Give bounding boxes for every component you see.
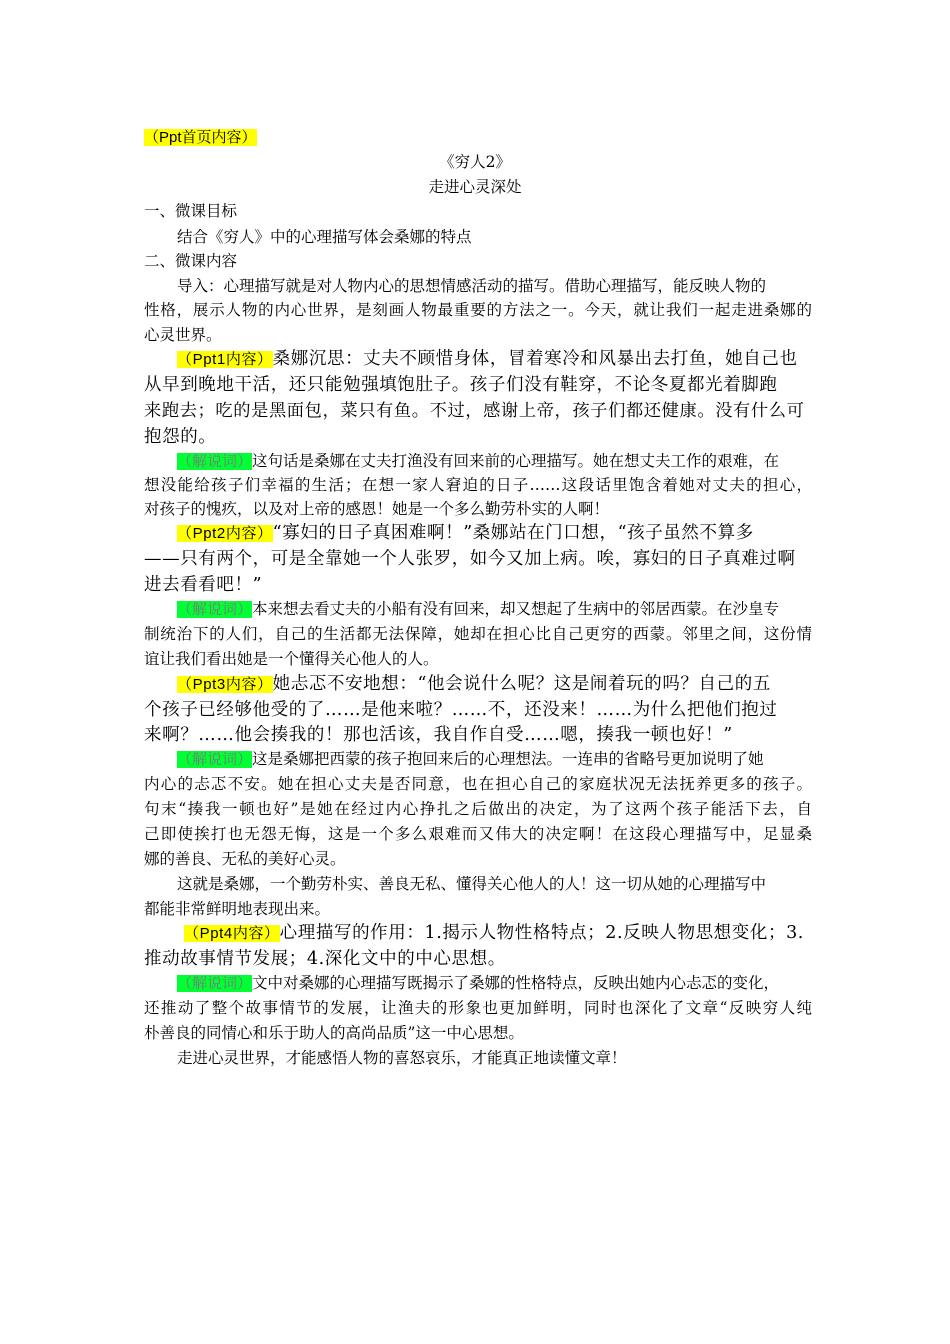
ppt1-tag: （Ppt1内容） [177,351,273,368]
summary-line: 这就是桑娜，一个勤劳朴实、善良无私、懂得关心他人的人！这一切从她的心理描写中 [177,875,767,893]
document-subtitle: 走进心灵深处 [428,178,522,196]
explain3-line: 己即使挨打也无怨无悔，这是一个多么艰难而又伟大的决定啊！在这段心理描写中，足显桑 [144,825,812,843]
ppt-home-tag: （Ppt首页内容） [144,129,257,146]
ppt4-tag: （Ppt4内容） [184,925,280,942]
explain4-tag: （解说词） [177,975,253,992]
ppt3-line: 来啊？……他会揍我的！那也活该，我自作自受……嗯，揍我一顿也好！” [144,725,733,745]
explain1-line: 对孩子的愧疚，以及对上帝的感恩！她是一个多么勤劳朴实的人啊！ [144,500,610,518]
ppt4-text: 心理描写的作用：1.揭示人物性格特点；2.反映人物思想变化；3. [279,923,804,943]
explain2-line [177,598,812,621]
explain1-line: 想没能给孩子们幸福的生活；在想一家人窘迫的日子……这段话里饱含着她对丈夫的担心， [144,476,812,494]
section1-text: 结合《穷人》中的心理描写体会桑娜的特点 [177,228,472,246]
closing-line: 走进心灵世界，才能感悟人物的喜怒哀乐，才能真正地读懂文章！ [177,1049,627,1067]
intro-line: 性格，展示人物的内心世界，是刻画人物最重要的方法之一。今天，就让我们一起走进桑娜的 [144,301,812,319]
intro-line: 心灵世界。 [144,326,222,344]
ppt3-tag: （Ppt3内容） [177,676,273,693]
explain4-line [177,972,812,995]
explain3-line: 娜的善良、无私的美好心灵。 [144,850,346,868]
ppt3-line [177,671,812,698]
ppt-home-tag-line [144,126,812,149]
intro-line: 导入：心理描写就是对人物内心的思想情感活动的描写。借助心理描写，能反映人物的 [177,277,767,295]
ppt2-line [177,520,812,547]
ppt3-line: 个孩子已经够他受的了……是他来啦？……不，还没来！……为什么把他们抱过 [144,700,778,720]
ppt1-line: 来跑去；吃的是黑面包，菜只有鱼。不过，感谢上帝，孩子们都还健康。没有什么可 [144,401,805,421]
explain3-text: 这是桑娜把西蒙的孩子抱回来后的心理想法。一连串的省略号更加说明了她 [252,750,764,768]
ppt2-line: ——只有两个，可是全靠她一个人张罗，如今又加上病。唉，寡妇的日子真难过啊 [144,549,796,569]
explain1-line [177,450,812,473]
ppt2-tag: （Ppt2内容） [177,525,273,542]
summary-line: 都能非常鲜明地表现出来。 [144,900,331,918]
section2-heading: 二、微课内容 [144,252,238,270]
ppt3-text: 她忐忑不安地想：“他会说什么呢？这是闹着玩的吗？自己的五 [272,674,771,694]
ppt1-line [177,346,812,373]
explain3-tag: （解说词） [177,751,253,768]
section1-heading: 一、微课目标 [144,202,238,220]
explain2-tag: （解说词） [177,601,253,618]
ppt1-line: 从早到晚地干活，还只能勉强填饱肚子。孩子们没有鞋穿，不论冬夏都光着脚跑 [144,375,778,395]
ppt2-line: 进去看看吧！” [144,575,263,595]
explain2-line: 谊让我们看出她是一个懂得关心他人的人。 [144,650,439,668]
explain1-text: 这句话是桑娜在丈夫打渔没有回来前的心理描写。她在想丈夫工作的艰难，在 [252,452,780,470]
explain3-line: 句末“揍我一顿也好”是她在经过内心挣扎之后做出的决定，为了这两个孩子能活下去，自 [144,800,812,818]
explain4-text: 文中对桑娜的心理描写既揭示了桑娜的性格特点，反映出她内心忐忑的变化， [252,974,780,992]
ppt4-line [184,920,812,947]
explain3-line: 内心的忐忑不安。她在担心丈夫是否同意，也在担心自己的家庭状况无法抚养更多的孩子。 [144,775,812,793]
explain4-line: 还推动了整个故事情节的发展，让渔夫的形象也更加鲜明，同时也深化了文章“反映穷人纯 [144,999,812,1017]
document-title: 《穷人2》 [439,153,511,171]
explain2-text: 本来想去看丈夫的小船有没有回来，却又想起了生病中的邻居西蒙。在沙皇专 [252,600,780,618]
explain1-tag: （解说词） [177,453,253,470]
explain2-line: 制统治下的人们，自己的生活都无法保障，她却在担心比自己更穷的西蒙。邻里之间，这份情 [144,625,812,643]
ppt4-line: 推动故事情节发展；4.深化文中的中心思想。 [144,949,506,969]
ppt1-text: 桑娜沉思：丈夫不顾惜身体，冒着寒冷和风暴出去打鱼，她自己也 [272,349,798,369]
explain3-line [177,748,812,771]
ppt2-text: “寡妇的日子真困难啊！”桑娜站在门口想，“孩子虽然不算多 [272,523,754,543]
explain4-line: 朴善良的同情心和乐于助人的高尚品质”这一中心思想。 [144,1024,524,1042]
ppt1-line: 抱怨的。 [144,427,217,447]
